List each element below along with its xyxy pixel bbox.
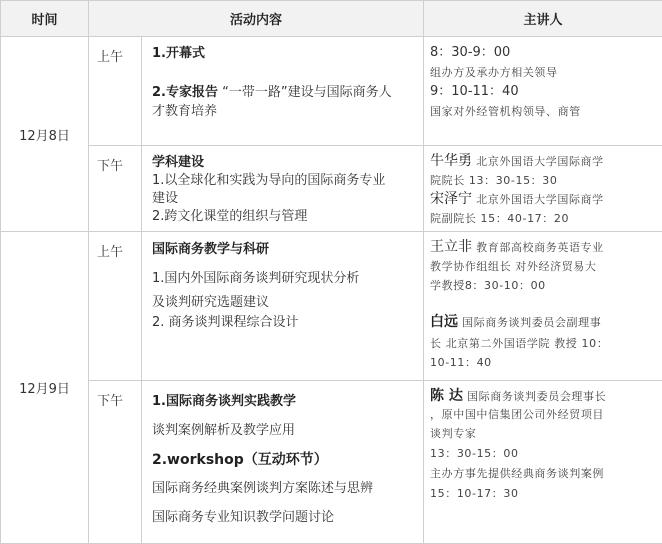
speaker-name: 宋泽宁 bbox=[430, 191, 472, 207]
speaker-name: 白远 bbox=[430, 314, 458, 330]
speaker-info: 国际商务谈判委员会副理事 bbox=[462, 316, 601, 329]
speaker-line bbox=[430, 190, 604, 209]
activity-line: 2.workshop（互动环节） bbox=[152, 451, 328, 469]
activity-cell bbox=[142, 232, 424, 381]
speaker-line: 10-11：40 bbox=[430, 354, 492, 372]
speaker-info: 国际商务谈判委员会理事长 bbox=[467, 390, 606, 403]
activity-line: 建设 bbox=[152, 190, 178, 208]
speaker-line: ，原中国中信集团公司外经贸项目 bbox=[430, 406, 604, 424]
speaker-info: 北京外国语大学国际商学 bbox=[476, 155, 604, 168]
speaker-line: 9：10-11：40 bbox=[430, 83, 519, 101]
activity-line: 1.以全球化和实践为导向的国际商务专业 bbox=[152, 172, 385, 190]
speaker-line: 13：30-15：00 bbox=[430, 445, 519, 463]
speaker-line: 8：30-9：00 bbox=[430, 44, 510, 62]
speaker-line: 院副院长 15：40-17：20 bbox=[430, 210, 569, 228]
activity-line: 学科建设 bbox=[152, 154, 204, 172]
period-cell: 上午 bbox=[89, 37, 142, 146]
speaker-line: 谈判专家 bbox=[430, 425, 476, 443]
speaker-line: 国家对外经管机构领导、商管 bbox=[430, 103, 581, 121]
activity-line: 2. 商务谈判课程综合设计 bbox=[152, 314, 299, 332]
activity-cell bbox=[142, 381, 424, 544]
speaker-line bbox=[430, 152, 604, 171]
speaker-line: 组办方及承办方相关领导 bbox=[430, 64, 558, 82]
speaker-cell bbox=[424, 232, 662, 381]
speaker-name: 王立非 bbox=[430, 239, 472, 255]
speaker-line: 学教授8：30-10：00 bbox=[430, 277, 546, 295]
activity-line bbox=[152, 84, 392, 102]
speaker-cell bbox=[424, 381, 662, 544]
table-row bbox=[1, 146, 662, 232]
activity-line: 2.跨文化课堂的组织与管理 bbox=[152, 208, 307, 226]
activity-cell bbox=[142, 146, 424, 232]
speaker-info: 北京外国语大学国际商学 bbox=[476, 193, 604, 206]
table-row bbox=[1, 232, 662, 381]
table-row bbox=[1, 381, 662, 544]
activity-line: 及谈判研究选题建议 bbox=[152, 294, 269, 312]
activity-line: 才教育培养 bbox=[152, 103, 217, 121]
table-row bbox=[1, 37, 662, 146]
header-time: 时间 bbox=[1, 1, 89, 37]
activity-line: 谈判案例解析及教学应用 bbox=[152, 422, 295, 440]
speaker-line bbox=[430, 238, 604, 257]
speaker-name: 陈 达 bbox=[430, 388, 463, 404]
period-cell: 上午 bbox=[89, 232, 142, 381]
speaker-info: 教育部高校商务英语专业 bbox=[476, 241, 604, 254]
period-cell: 下午 bbox=[89, 146, 142, 232]
speaker-cell bbox=[424, 146, 662, 232]
activity-line: 国际商务教学与科研 bbox=[152, 241, 269, 259]
speaker-line bbox=[430, 387, 606, 406]
speaker-cell bbox=[424, 37, 662, 146]
header-row bbox=[1, 1, 662, 37]
activity-line: 国际商务专业知识教学问题讨论 bbox=[152, 509, 334, 527]
speaker-line: 15：10-17：30 bbox=[430, 485, 519, 503]
header-speaker: 主讲人 bbox=[424, 1, 662, 37]
activity-line: 1.国际商务谈判实践教学 bbox=[152, 393, 296, 411]
header-activity: 活动内容 bbox=[89, 1, 424, 37]
speaker-line bbox=[430, 313, 601, 332]
date-cell: 12月9日 bbox=[1, 232, 89, 544]
activity-line: 1.开幕式 bbox=[152, 45, 205, 63]
activity-cell bbox=[142, 37, 424, 146]
period-cell: 下午 bbox=[89, 381, 142, 544]
speaker-line: 主办方事先提供经典商务谈判案例 bbox=[430, 465, 604, 483]
activity-line: 国际商务经典案例谈判方案陈述与思辨 bbox=[152, 480, 373, 498]
speaker-line: 院院长 13：30-15：30 bbox=[430, 172, 557, 190]
date-cell: 12月8日 bbox=[1, 37, 89, 232]
speaker-line: 教学协作组组长 对外经济贸易大 bbox=[430, 258, 597, 276]
speaker-line: 长 北京第二外国语学院 教授 10： bbox=[430, 335, 608, 353]
activity-line-bold: 2.专家报告 bbox=[152, 85, 218, 100]
speaker-name: 牛华勇 bbox=[430, 153, 472, 169]
activity-line-rest: “一带一路”建设与国际商务人 bbox=[218, 85, 392, 100]
activity-line: 1.国内外国际商务谈判研究现状分析 bbox=[152, 270, 359, 288]
